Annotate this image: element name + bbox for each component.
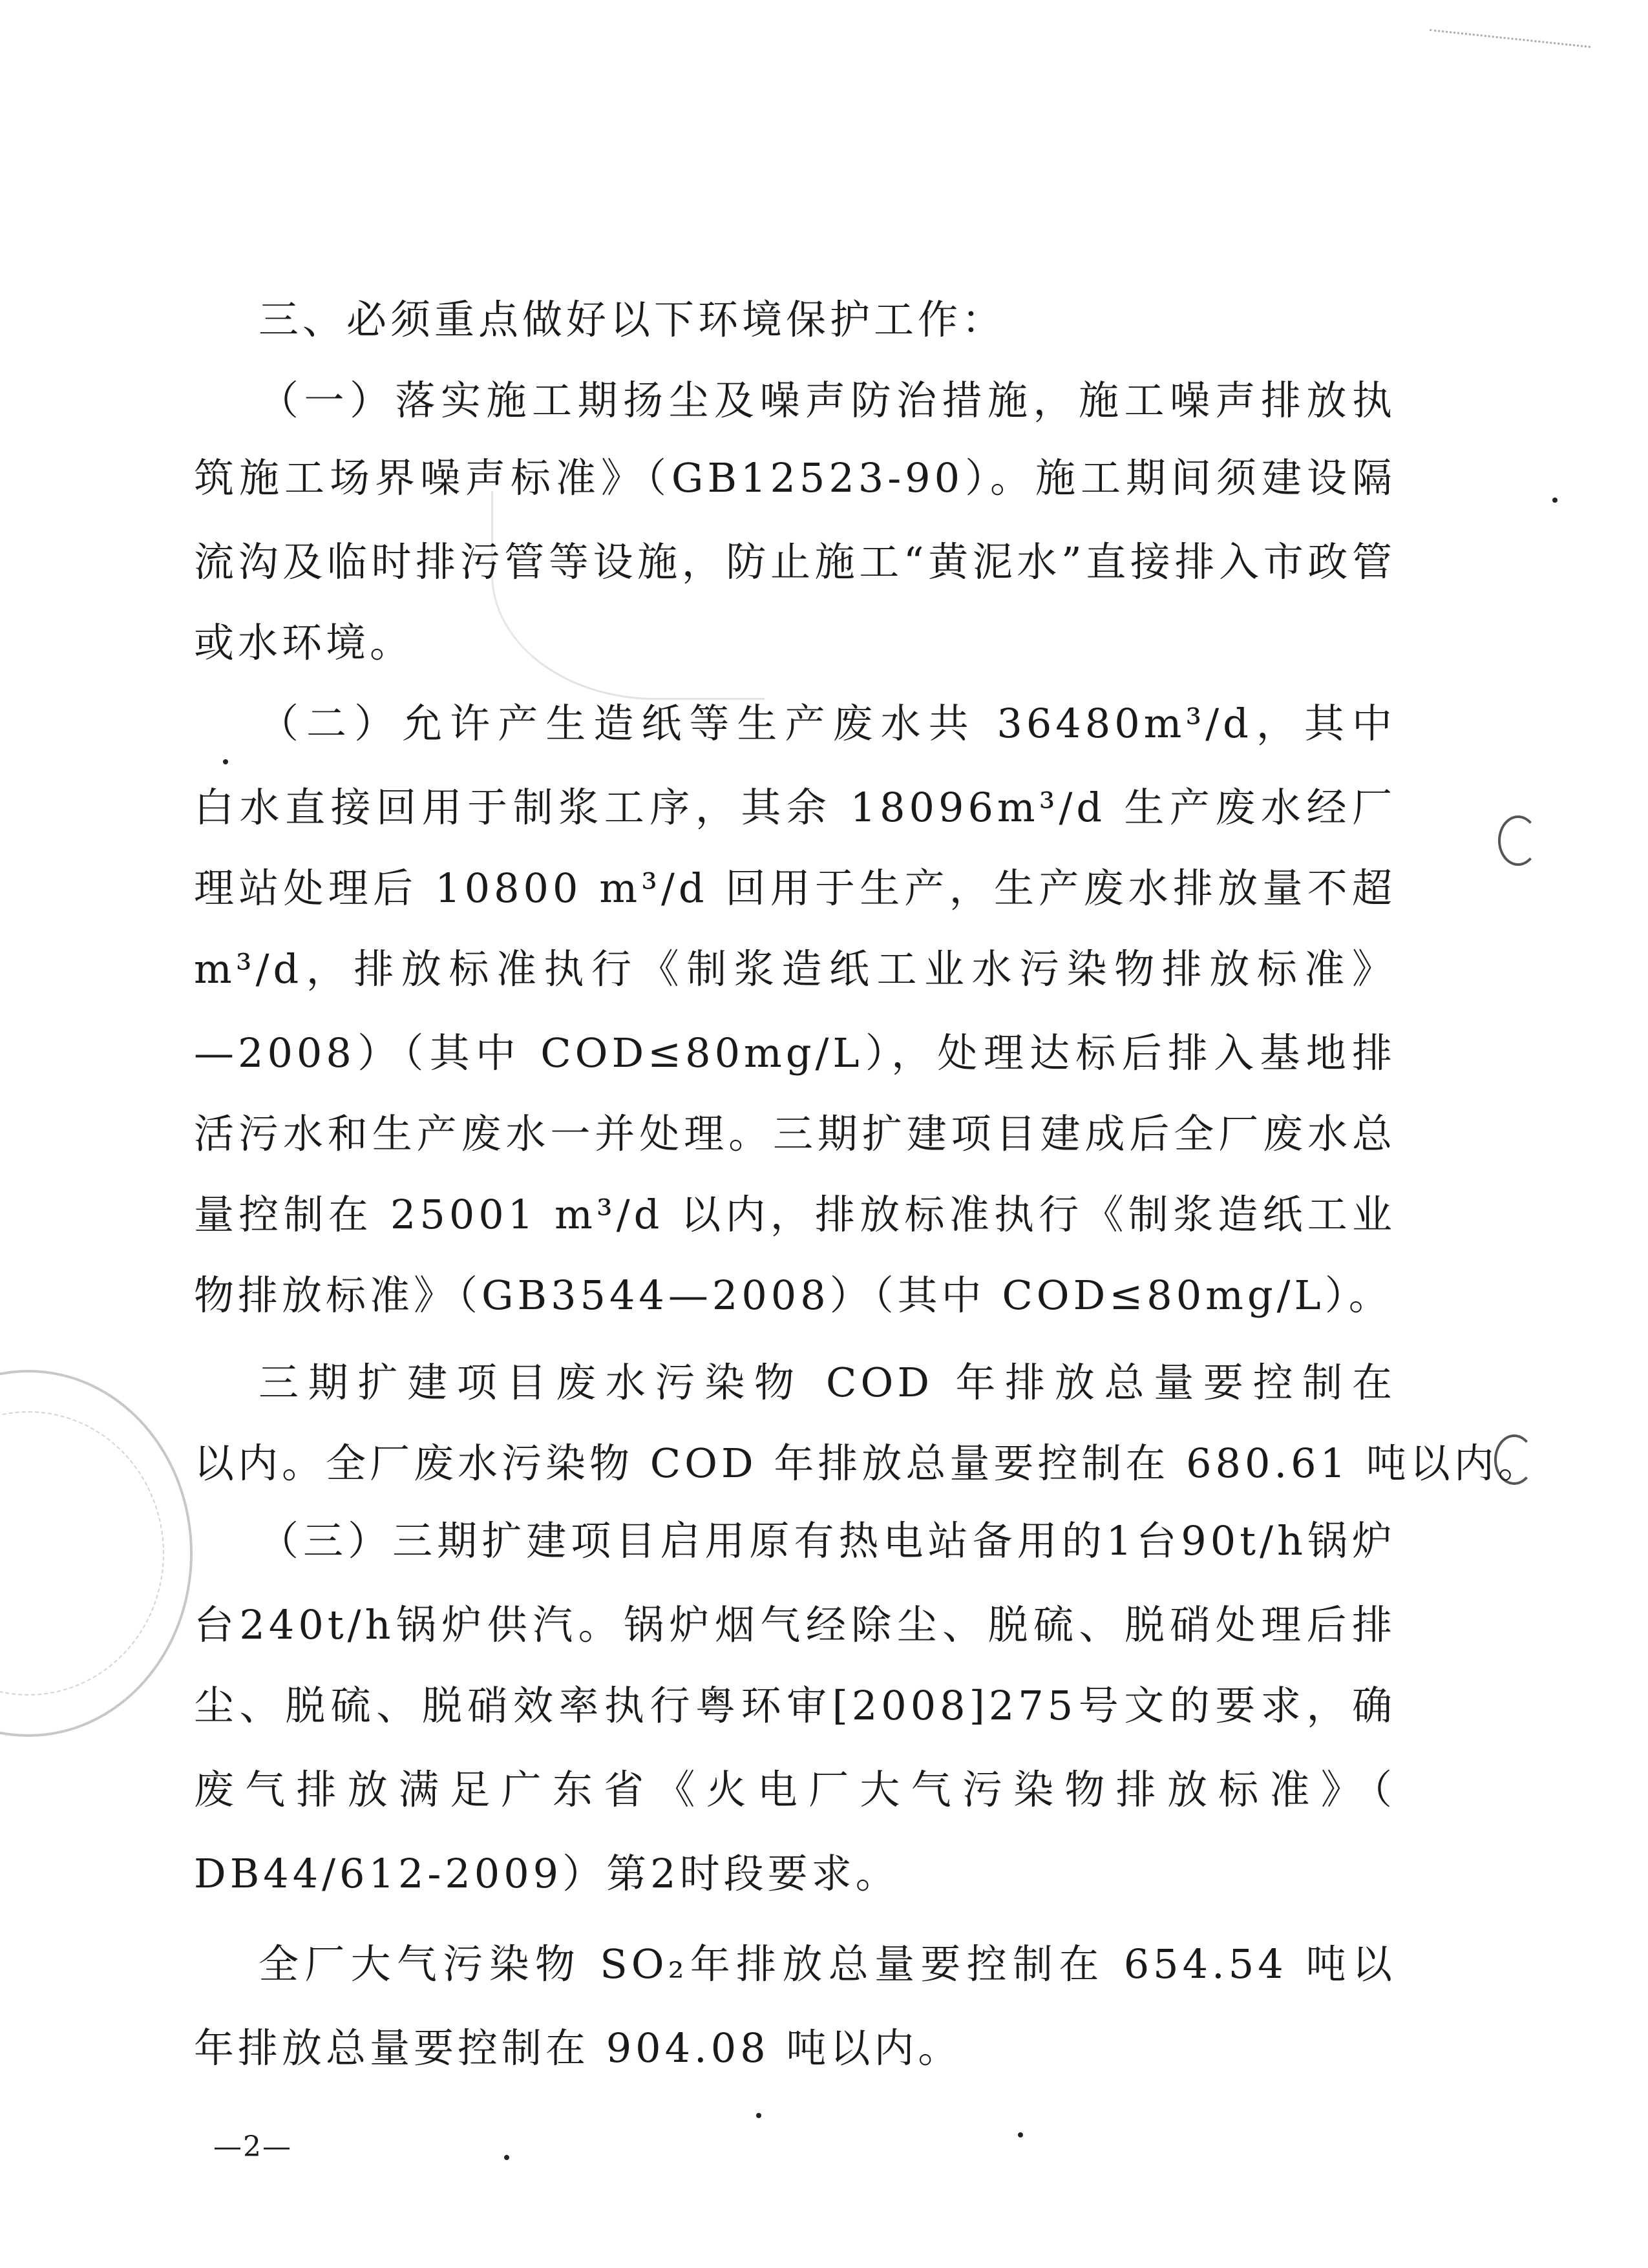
section2-line: 理站处理后 10800 m³/d 回用于生产，生产废水排放量不超 [194,865,1396,912]
scan-speck [1552,498,1558,503]
section1-line: 筑施工场界噪声标准》（GB12523-90）。施工期间须建设隔 [194,454,1396,501]
official-seal-stamp [0,1370,193,1737]
corner-scan-mark [1428,29,1590,67]
cod-paragraph-line: 三期扩建项目废水污染物 COD 年排放总量要控制在 [259,1359,1396,1406]
binding-hole-mark [1498,815,1538,866]
air-paragraph-line: 全厂大气污染物 SO₂年排放总量要控制在 654.54 吨以 [259,1940,1396,1988]
page-number: —2— [213,2130,292,2163]
section1-line: （一）落实施工期扬尘及噪声防治措施，施工噪声排放执 [259,377,1396,424]
scan-speck [504,2155,509,2160]
section2-line: （二）允许产生造纸等生产废水共 36480m³/d，其中 [259,700,1396,747]
section2-line: m³/d，排放标准执行《制浆造纸工业水污染物排放标准》 [194,945,1396,992]
section2-line: 白水直接回用于制浆工序，其余 18096m³/d 生产废水经厂 [194,784,1396,831]
air-paragraph-line: 年排放总量要控制在 904.08 吨以内。 [194,2024,962,2072]
scan-speck [223,759,228,764]
section3-line: （三）三期扩建项目启用原有热电站备用的1台90t/h锅炉 [259,1517,1396,1564]
section2-line: 量控制在 25001 m³/d 以内，排放标准执行《制浆造纸工业 [194,1191,1396,1238]
official-seal-inner-ring [0,1411,164,1696]
section3-line: 尘、脱硫、脱硝效率执行粤环审[2008]275号文的要求，确 [194,1682,1396,1729]
section3-line: 废气排放满足广东省《火电厂大气污染物排放标准》（ [194,1766,1396,1813]
section1-line: 或水环境。 [194,619,414,666]
section3-line: 台240t/h锅炉供汽。锅炉烟气经除尘、脱硫、脱硝处理后排 [194,1601,1396,1648]
scan-speck [756,2113,761,2118]
section-heading: 三、必须重点做好以下环境保护工作： [259,296,1006,343]
cod-paragraph-line: 以内。全厂废水污染物 COD 年排放总量要控制在 680.61 吨以内。 [194,1440,1542,1487]
section2-line: 物排放标准》（GB3544—2008）（其中 COD≤80mg/L）。 [194,1272,1393,1319]
scan-speck [1018,2132,1023,2137]
section1-line: 流沟及临时排污管等设施，防止施工“黄泥水”直接排入市政管 [194,538,1396,585]
section2-line: 活污水和生产废水一并处理。三期扩建项目建成后全厂废水总 [194,1110,1396,1157]
section2-line: —2008）（其中 COD≤80mg/L），处理达标后排入基地排 [194,1029,1396,1076]
section3-line: DB44/612-2009）第2时段要求。 [194,1850,900,1897]
